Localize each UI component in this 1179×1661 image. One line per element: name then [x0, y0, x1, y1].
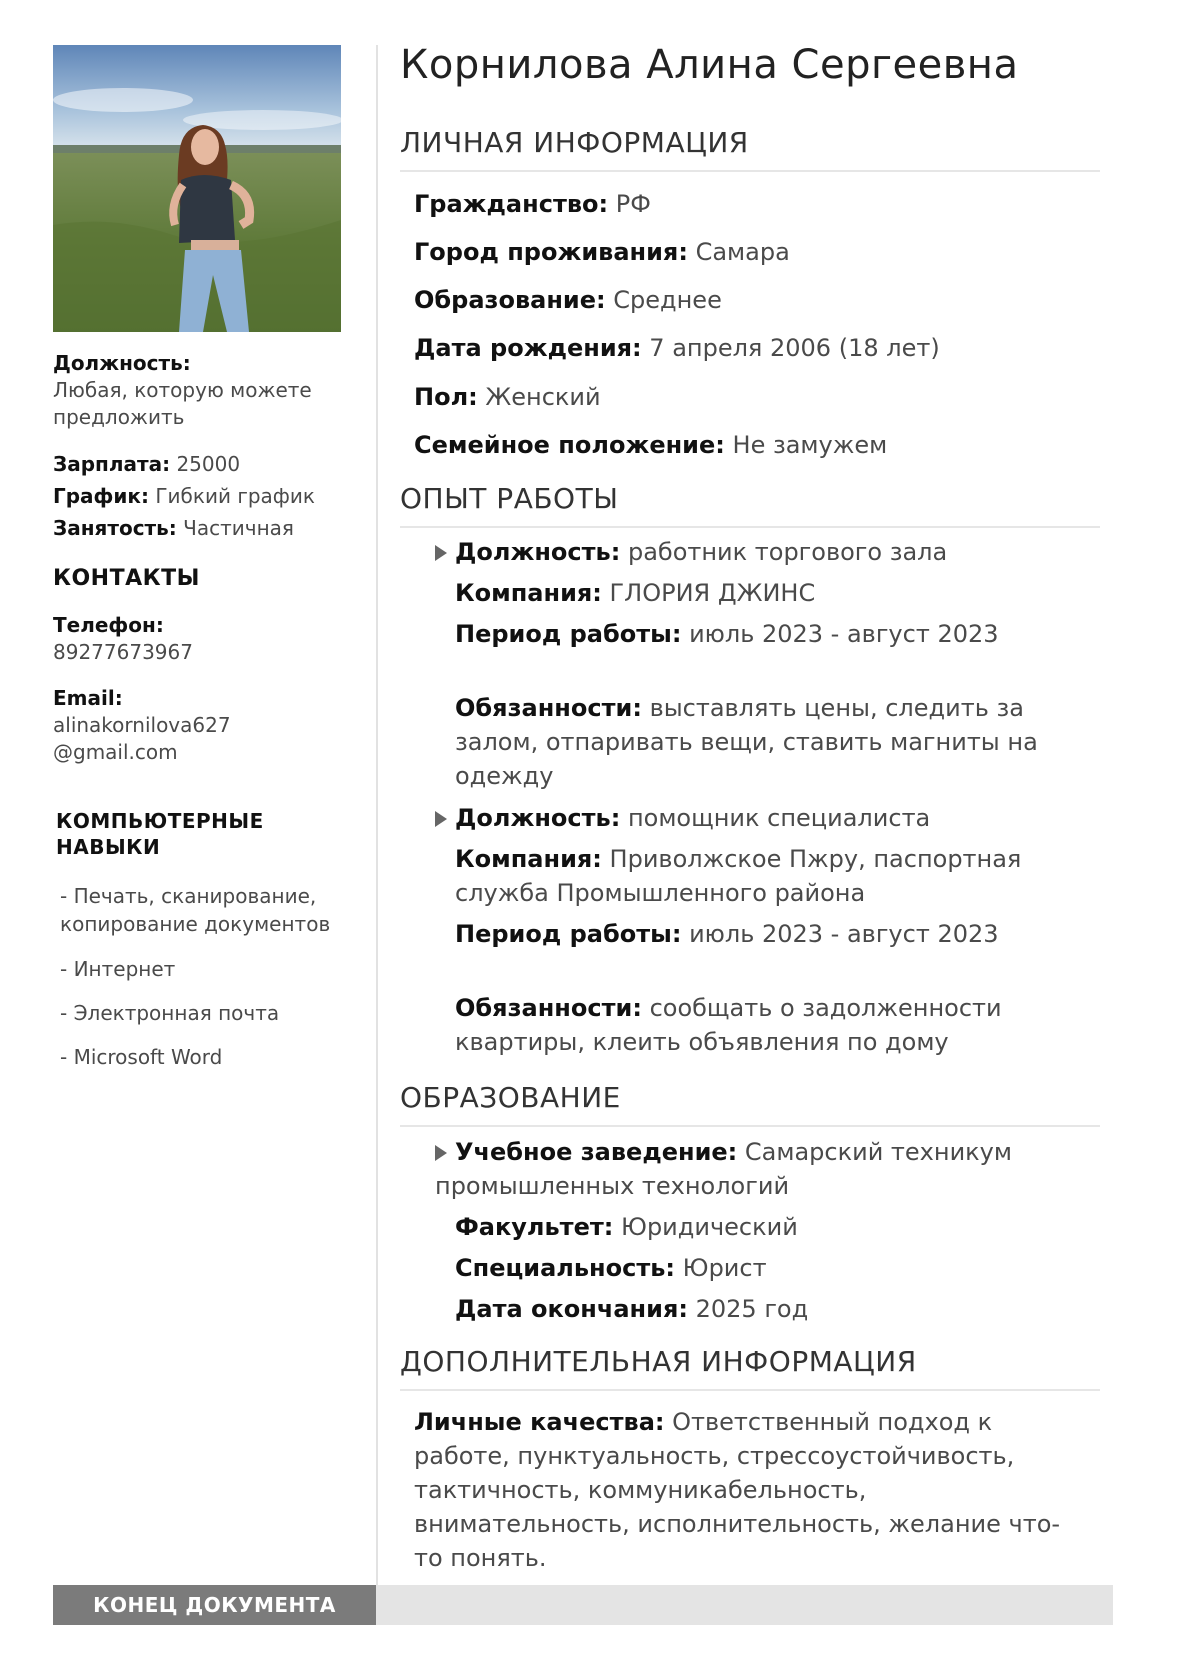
skills-heading: [56, 808, 264, 860]
email-value-line2[interactable]: @gmail.com: [53, 740, 178, 764]
education-level-value: Среднее: [613, 286, 722, 314]
marital-status-label: Семейное положение:: [414, 431, 725, 459]
job-1-position-row: [455, 535, 1055, 569]
email-label: Email:: [53, 686, 123, 710]
job-duties-value: сообщать о задолженности квартиры, клеить объявления по дому: [455, 994, 1002, 1056]
job-company-label: Компания:: [455, 579, 602, 607]
expand-arrow-icon[interactable]: [435, 811, 447, 827]
job-company-label: Компания:: [455, 845, 602, 873]
citizenship-label: Гражданство:: [414, 190, 609, 218]
birthdate-row: [414, 331, 940, 365]
job-period-label: Период работы:: [455, 620, 682, 648]
education-level-label: Образование:: [414, 286, 606, 314]
desired-position: [53, 350, 353, 431]
skills-heading-line2: НАВЫКИ: [56, 835, 161, 859]
personal-qualities-label: Личные качества:: [414, 1408, 665, 1436]
section-divider: [400, 526, 1100, 528]
column-divider: [376, 45, 378, 1585]
faculty-label: Факультет:: [455, 1213, 614, 1241]
job-2-position-row: [455, 801, 1055, 835]
citizenship-row: [414, 187, 651, 221]
job-2-duties-row: [455, 991, 1055, 1059]
profile-photo: [53, 45, 341, 332]
graduation-row: [455, 1292, 1055, 1326]
job-1-period-row: [455, 617, 1055, 651]
birthdate-label: Дата рождения:: [414, 334, 642, 362]
faculty-value: Юридический: [621, 1213, 798, 1241]
education-level-row: [414, 283, 722, 317]
section-divider: [400, 170, 1100, 172]
phone-value[interactable]: 89277673967: [53, 640, 193, 664]
email-block: [53, 685, 353, 766]
institution-label: Учебное заведение:: [455, 1138, 738, 1166]
education-heading: ОБРАЗОВАНИЕ: [400, 1081, 621, 1114]
salary-line: [53, 451, 353, 478]
phone-block: [53, 612, 353, 666]
job-position-value: помощник специалиста: [627, 804, 931, 832]
contacts-heading: КОНТАКТЫ: [53, 566, 200, 591]
gender-row: [414, 380, 601, 414]
schedule-line: [53, 483, 353, 510]
job-duties-label: Обязанности:: [455, 994, 642, 1022]
marital-status-value: Не замужем: [732, 431, 888, 459]
skill-item: - Электронная почта: [60, 1001, 280, 1025]
phone-label: Телефон:: [53, 613, 164, 637]
end-of-document-label: КОНЕЦ ДОКУМЕНТА: [53, 1585, 376, 1625]
job-period-value: июль 2023 - август 2023: [689, 620, 999, 648]
experience-heading: ОПЫТ РАБОТЫ: [400, 482, 619, 515]
city-label: Город проживания:: [414, 238, 688, 266]
city-row: [414, 235, 790, 269]
birthdate-value: 7 апреля 2006 (18 лет): [649, 334, 940, 362]
faculty-row: [455, 1210, 1055, 1244]
job-period-value: июль 2023 - август 2023: [689, 920, 999, 948]
specialty-row: [455, 1251, 1055, 1285]
employment-line: [53, 515, 353, 542]
job-1-duties-row: [455, 691, 1055, 793]
job-position-label: Должность:: [455, 538, 621, 566]
job-2-period-row: [455, 917, 1055, 951]
institution-value: Самарский техникум промышленных технологий: [435, 1138, 1012, 1200]
salary-value: 25000: [176, 452, 241, 476]
graduation-value: 2025 год: [695, 1295, 809, 1323]
additional-info-heading: ДОПОЛНИТЕЛЬНАЯ ИНФОРМАЦИЯ: [400, 1345, 917, 1378]
personal-qualities-value: Ответственный подход к работе, пунктуальность, стрессоустойчивость, тактичность, коммуникабельность, внимательность, исполнительность, желание что-то понять.: [414, 1408, 1061, 1572]
desired-position-label: Должность:: [53, 351, 191, 375]
expand-arrow-icon[interactable]: [435, 545, 447, 561]
marital-status-row: [414, 428, 887, 462]
desired-position-value: Любая, которую можете предложить: [53, 378, 312, 429]
employment-label: Занятость:: [53, 516, 177, 540]
institution-row: [435, 1135, 1075, 1203]
specialty-value: Юрист: [682, 1254, 767, 1282]
email-value-line1[interactable]: alinakornilova627: [53, 713, 231, 737]
graduation-label: Дата окончания:: [455, 1295, 688, 1323]
skill-item: - Интернет: [60, 957, 176, 981]
skill-item: - Печать, сканирование, копирование документов: [60, 884, 331, 936]
skill-item: - Microsoft Word: [60, 1045, 223, 1069]
job-company-value: ГЛОРИЯ ДЖИНС: [609, 579, 816, 607]
full-name: Корнилова Алина Сергеевна: [400, 42, 1019, 88]
skills-heading-line1: КОМПЬЮТЕРНЫЕ: [56, 809, 264, 833]
citizenship-value: РФ: [615, 190, 651, 218]
personal-info-heading: ЛИЧНАЯ ИНФОРМАЦИЯ: [400, 126, 749, 159]
job-company-value: Приволжское Пжру, паспортная служба Промышленного района: [455, 845, 1022, 907]
gender-label: Пол:: [414, 383, 478, 411]
job-duties-label: Обязанности:: [455, 694, 642, 722]
section-divider: [400, 1389, 1100, 1391]
job-position-value: работник торгового зала: [627, 538, 948, 566]
gender-value: Женский: [485, 383, 601, 411]
employment-value: Частичная: [183, 516, 294, 540]
job-duties-value: выставлять цены, следить за залом, отпаривать вещи, ставить магниты на одежду: [455, 694, 1038, 790]
job-position-label: Должность:: [455, 804, 621, 832]
job-period-label: Период работы:: [455, 920, 682, 948]
schedule-label: График:: [53, 484, 149, 508]
job-2-company-row: [455, 842, 1055, 910]
specialty-label: Специальность:: [455, 1254, 676, 1282]
schedule-value: Гибкий график: [155, 484, 315, 508]
city-value: Самара: [695, 238, 790, 266]
salary-label: Зарплата:: [53, 452, 171, 476]
job-1-company-row: [455, 576, 1055, 610]
section-divider: [400, 1125, 1100, 1127]
personal-qualities-row: [414, 1405, 1074, 1575]
